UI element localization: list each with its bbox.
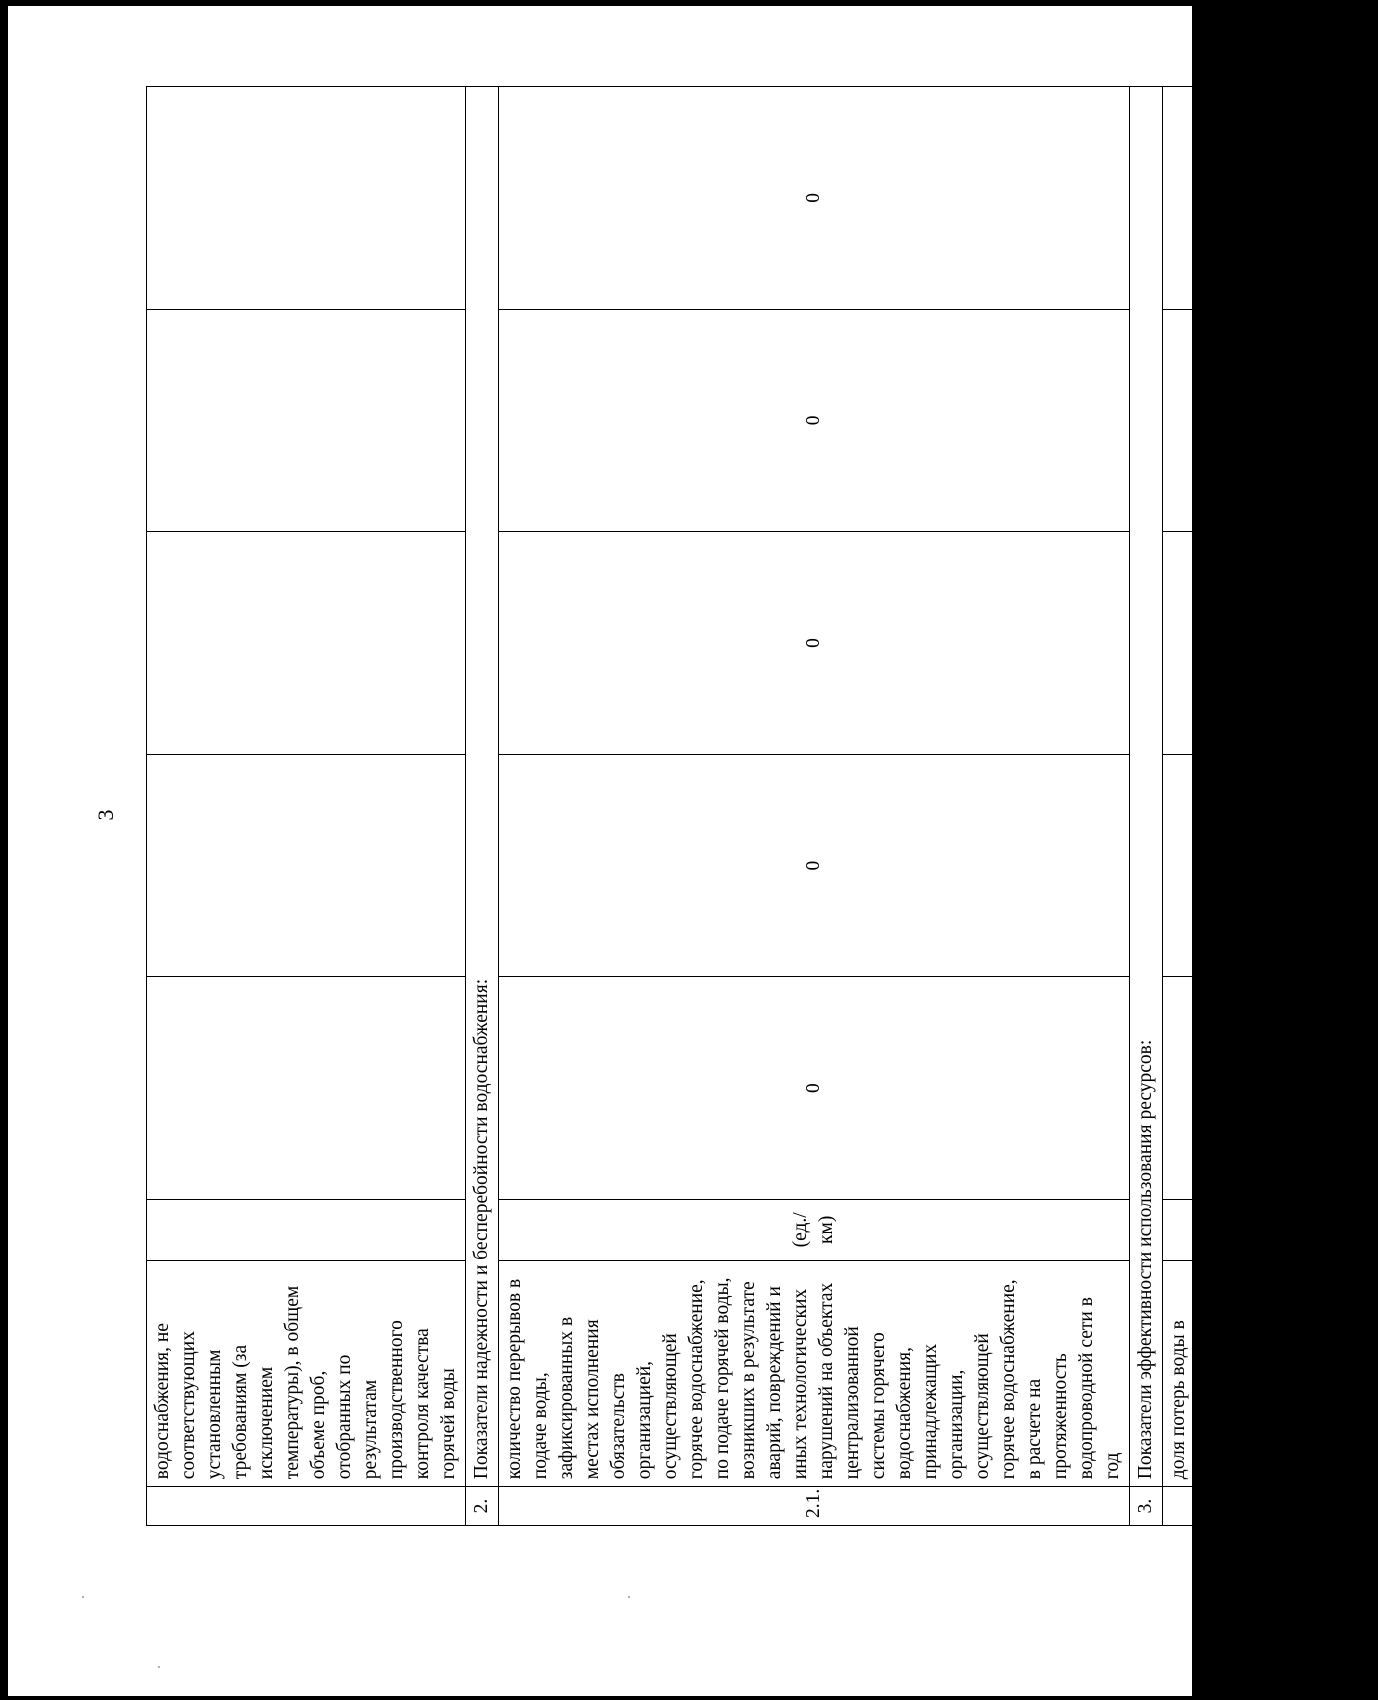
value-cell: 0 — [1163, 754, 1378, 977]
document-page — [8, 6, 1371, 1696]
row-number: 2.1. — [499, 1487, 1130, 1526]
section-row — [1130, 87, 1163, 1526]
value-cell: 0 — [1163, 309, 1378, 532]
value-cell — [147, 977, 466, 1200]
table-row — [147, 87, 466, 1526]
value-cell — [147, 309, 466, 532]
value-cell: 0 — [1163, 87, 1378, 310]
value-cell — [147, 754, 466, 977]
table-row — [499, 87, 1130, 1526]
table-row — [1163, 87, 1378, 1526]
value-cell: 0 — [499, 87, 1130, 310]
value-cell — [147, 87, 466, 310]
section-row — [466, 87, 499, 1526]
indicator-description: водоснабжения, не соответствующих установленным требованиям (за исключением температуры), в общем объеме проб, отобранных по результатам производственного контроля качества горячей воды — [147, 1260, 466, 1486]
value-cell: 0 — [1163, 532, 1378, 755]
section-number: 2. — [466, 1487, 499, 1526]
section-title-cell — [466, 87, 499, 1487]
indicators-table — [146, 86, 1378, 1526]
value-cell — [147, 532, 466, 755]
unit-cell — [147, 1199, 466, 1260]
scan-speck — [82, 1596, 84, 1598]
value-cell: 0 — [499, 532, 1130, 755]
value-cell: 0 — [499, 754, 1130, 977]
section-number: 3. — [1130, 1487, 1163, 1526]
page-number: 3 — [93, 809, 118, 821]
section-title: Показатели надежности и бесперебойности водоснабжения: — [471, 978, 492, 1480]
scan-speck — [158, 1666, 160, 1668]
row-number — [147, 1487, 466, 1526]
value-cell: 0 — [499, 977, 1130, 1200]
unit-cell: % — [1163, 1199, 1378, 1260]
value-cell: 0 — [499, 309, 1130, 532]
section-title-cell — [1130, 87, 1163, 1487]
indicator-description: количество перерывов в подаче воды, зафиксированных в местах исполнения обязательств организацией, осуществляющей горячее водоснабжение, по подаче горячей воды, возникших в результате аварий, повреждений и иных технологических нарушений на объектах централизованной системы горячего водоснабжения, принадлежащих организации, осуществляющей горячее водоснабжение, в расчете на протяженность водопроводной сети в год — [499, 1260, 1130, 1486]
rotated-table-container — [146, 86, 1371, 1526]
scan-speck — [628, 1596, 630, 1598]
unit-cell: (ед./км) — [499, 1199, 1130, 1260]
row-number: 3.1. — [1163, 1487, 1378, 1526]
section-title: Показатели эффективности использования ресурсов: — [1135, 1039, 1156, 1480]
indicator-description: доля потерь воды в централизованной системе горячего водоснабжения при транспортировке в общем объеме воды, поданной в водопроводную сеть — [1163, 1260, 1378, 1486]
value-cell: 0 — [1163, 977, 1378, 1200]
